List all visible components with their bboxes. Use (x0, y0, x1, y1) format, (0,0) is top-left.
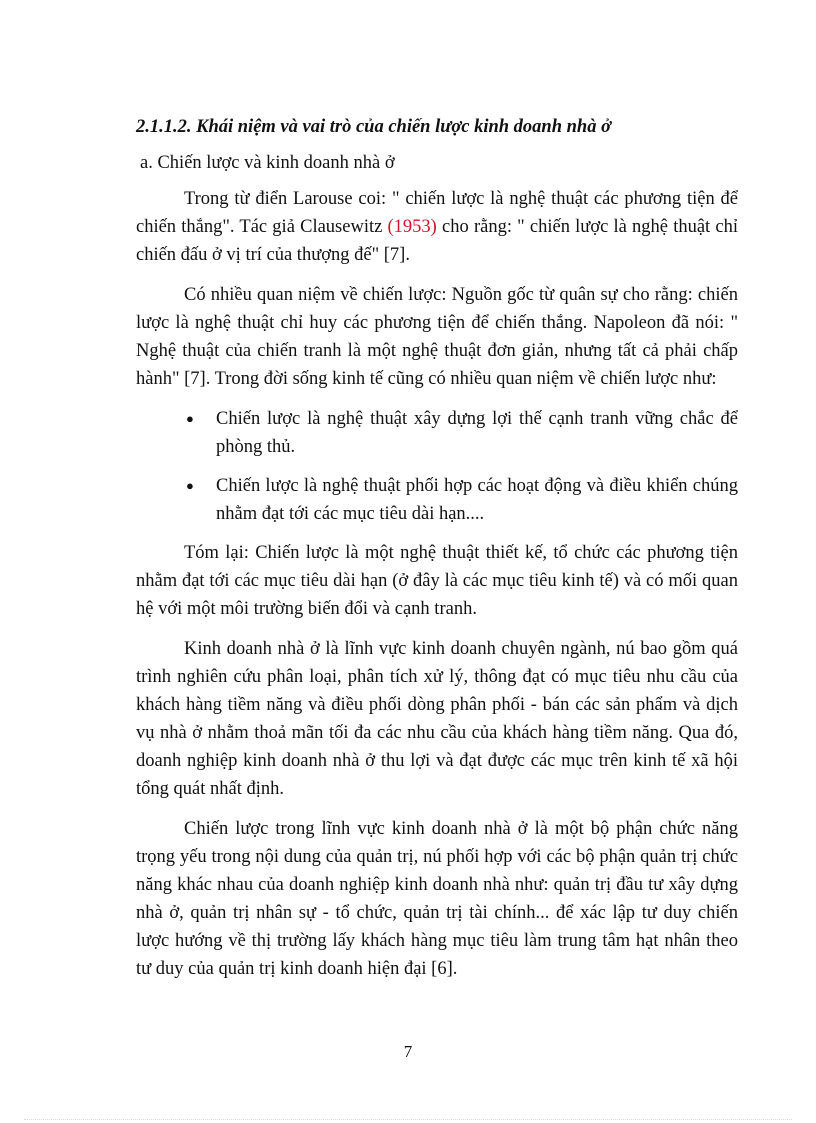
list-item (136, 405, 738, 461)
subsection-heading: a. Chiến lược và kinh doanh nhà ở (140, 153, 395, 173)
page-number: 7 (403, 1042, 413, 1061)
paragraph-definition-text: Trong từ điển Larouse coi: " chiến lược là nghệ thuật các phương tiện để chiến thắng". Tác giả Clausewitz (136, 189, 738, 237)
list-item-text: Chiến lược là nghệ thuật xây dựng lợi thế cạnh tranh vững chắc để phòng thủ. (216, 409, 738, 457)
page-content (136, 113, 738, 995)
paragraph-concepts: Có nhiều quan niệm về chiến lược: Nguồn gốc từ quân sự cho rằng: chiến lược là nghệ thuật chỉ huy các phương tiện để chiến thắng. Napoleon đã nói: " Nghệ thuật của chiến tranh là một nghệ thuật đơn giản, nhưng tất cả phải chấp hành" [7]. Trong đời sống kinh tế cũng có nhiều quan niệm về chiến lược như: (136, 285, 738, 389)
citation-year: (1953) (387, 217, 437, 237)
list-item-text: Chiến lược là nghệ thuật phối hợp các hoạt động và điều khiển chúng nhằm đạt tới các mục tiêu dài hạn.... (216, 476, 738, 524)
paragraph-definition-text-end: cho rằng: " chiến lược là nghệ thuật chỉ chiến đấu ở vị trí của thượng đế" [7]. (136, 217, 738, 265)
paragraph-summary: Tóm lại: Chiến lược là một nghệ thuật thiết kế, tổ chức các phương tiện nhằm đạt tới các mục tiêu dài hạn (ở đây là các mục tiêu kinh tế) và có mối quan hệ với một môi trường biến đổi và cạnh tranh. (136, 543, 738, 619)
bullet-icon: ● (186, 478, 194, 493)
page-bottom-divider (24, 1119, 792, 1120)
bullet-list (136, 405, 738, 528)
paragraph-definition (136, 185, 738, 269)
bullet-icon: ● (186, 411, 194, 426)
list-item (136, 472, 738, 528)
paragraph-strategy-role: Chiến lược trong lĩnh vực kinh doanh nhà ở là một bộ phận chức năng trọng yếu trong nội dung của quản trị, nú phối hợp với các bộ phận quản trị chức năng khác nhau của doanh nghiệp kinh doanh nhà như: quản trị đầu tư xây dựng nhà ở, quản trị nhân sự - tổ chức, quản trị tài chính... để xác lập tư duy chiến lược hướng về thị trường lấy khách hàng mục tiêu làm trung tâm hạt nhân theo tư duy của quản trị kinh doanh hiện đại [6]. (136, 819, 738, 979)
paragraph-housing-business: Kinh doanh nhà ở là lĩnh vực kinh doanh chuyên ngành, nú bao gồm quá trình nghiên cứu phân loại, phân tích xử lý, thông đạt có mục tiêu nhu cầu của khách hàng tiềm năng và điều phối dòng phân phối - bán các sản phẩm và dịch vụ nhà ở nhằm thoả mãn tối đa các nhu cầu của khách hàng tiềm năng. Qua đó, doanh nghiệp kinh doanh nhà ở thu lợi và đạt được các mục trên kinh tế xã hội tổng quát nhất định. (136, 639, 738, 799)
section-heading: 2.1.1.2. Khái niệm và vai trò của chiến lược kinh doanh nhà ở (136, 117, 612, 137)
